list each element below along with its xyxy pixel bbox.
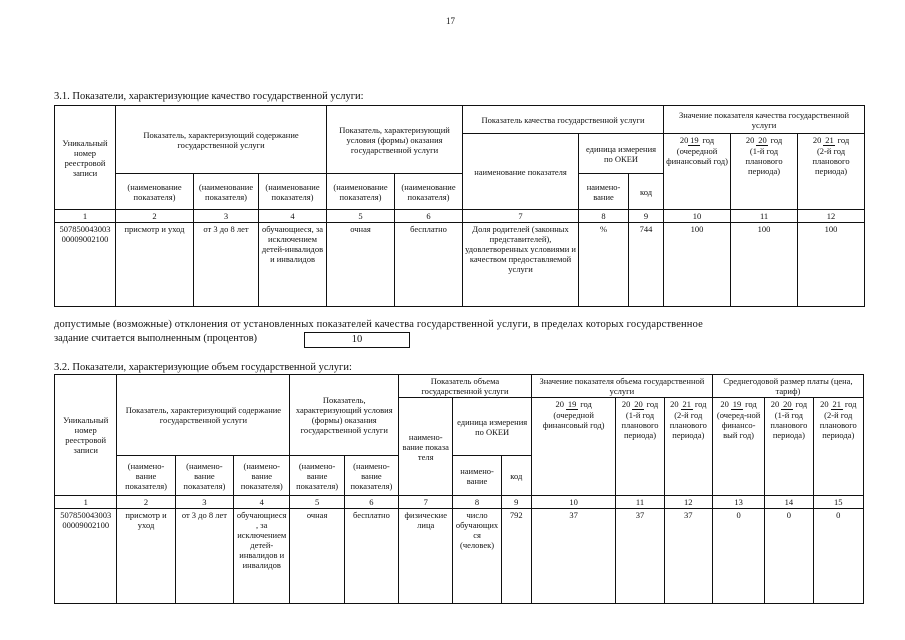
cell-indicator-name: Доля родителей (законных представителей), удовлетворенных условиями и качеством предоставляемой услуги: [463, 223, 579, 307]
quality-indicator-header: Показатель качества государственной услуги: [463, 106, 664, 134]
fee-year-3-header: 20 21 год (2-й год планового периода): [813, 398, 863, 496]
cell-condition-2: бесплатно: [395, 223, 463, 307]
col-number: 10: [531, 496, 616, 509]
unit-code-header: код: [629, 174, 664, 210]
table-row: [55, 223, 865, 307]
conditions-indicator-header: Показатель, характеризующий условия (формы) оказания государственной услуги: [327, 106, 463, 174]
col-number: 2: [116, 210, 194, 223]
cell-content-3: обучающиеся, за исключением детей-инвалидов и инвалидов: [259, 223, 327, 307]
cell-value-year-2: 37: [616, 509, 664, 604]
col-number: 5: [327, 210, 395, 223]
year-3-header: 20 21 год (2-й год планового периода): [798, 134, 865, 210]
cell-value-year-2: 100: [731, 223, 798, 307]
col-number: 4: [259, 210, 327, 223]
content-indicator-header: Показатель, характеризующий содержание государственной услуги: [117, 375, 290, 456]
unit-name-header: наимено-вание: [579, 174, 629, 210]
cell-content-3: обучающиеся, за исключением детей-инвалидов и инвалидов: [234, 509, 290, 604]
fee-year-2-header: 20 20 год (1-й год планового периода): [765, 398, 813, 496]
col-number: 6: [344, 496, 398, 509]
cell-content-1: присмотр и уход: [116, 223, 194, 307]
volume-indicator-header: Показатель объема государственной услуги: [399, 375, 532, 398]
condition-name-col-1: (наименование показателя): [327, 174, 395, 210]
indicator-name-header: наимено-вание показа теля: [399, 398, 453, 496]
conditions-indicator-header: Показатель, характеризующий условия (формы) оказания государственной услуги: [290, 375, 399, 456]
col-number: 3: [194, 210, 259, 223]
col-number: 13: [712, 496, 764, 509]
cell-fee-year-2: 0: [765, 509, 813, 604]
col-number: 5: [290, 496, 344, 509]
col-number: 7: [463, 210, 579, 223]
unit-header: единица измерения по ОКЕИ: [579, 134, 664, 174]
cell-unit-name: %: [579, 223, 629, 307]
col-number: 9: [501, 496, 531, 509]
col-number: 15: [813, 496, 863, 509]
col-number: 10: [664, 210, 731, 223]
quality-value-header: Значение показателя качества государственной услуги: [664, 106, 865, 134]
year-1-header: 20 19 год (очередной финансовый год): [664, 134, 731, 210]
section-1-title: 3.1. Показатели, характеризующие качество государственной услуги:: [54, 91, 364, 102]
cell-indicator-name: физические лица: [399, 509, 453, 604]
table-row: [55, 509, 864, 604]
content-name-col-2: (наимено-вание показателя): [175, 456, 233, 496]
cell-value-year-1: 100: [664, 223, 731, 307]
content-name-col-1: (наименование показателя): [116, 174, 194, 210]
deviation-text-line-2: задание считается выполненным (процентов): [54, 333, 258, 344]
column-number-row: [55, 496, 864, 509]
registry-id: 507850043003 00009002100: [55, 223, 116, 307]
content-name-col-1: (наимено-вание показателя): [117, 456, 175, 496]
year-2-header: 20 20 год (1-й год планового периода): [731, 134, 798, 210]
condition-name-col-1: (наимено-вание показателя): [290, 456, 344, 496]
deviation-value-box: 10: [304, 332, 410, 348]
col-number: 8: [579, 210, 629, 223]
registry-id: 507850043003 00009002100: [55, 509, 117, 604]
page-number: 17: [446, 16, 455, 26]
unique-number-header: Уникальный номер реестровой записи: [55, 106, 116, 210]
fee-header: Среднегодовой размер платы (цена, тариф): [712, 375, 863, 398]
cell-value-year-3: 37: [664, 509, 712, 604]
col-number: 3: [175, 496, 233, 509]
section-2-title: 3.2. Показатели, характеризующие объем государственной услуги:: [54, 362, 352, 373]
col-number: 12: [798, 210, 865, 223]
col-number: 4: [234, 496, 290, 509]
cell-fee-year-1: 0: [712, 509, 764, 604]
deviation-text-line-1: допустимые (возможные) отклонения от установленных показателей качества государственной услуги, в пределах которых государственное: [54, 319, 703, 330]
content-name-col-3: (наимено-вание показателя): [234, 456, 290, 496]
col-number: 11: [731, 210, 798, 223]
col-number: 11: [616, 496, 664, 509]
volume-year-1-header: 20 19 год (очередной финансовый год): [531, 398, 616, 496]
column-number-row: [55, 210, 865, 223]
unit-header: единица измерения по ОКЕИ: [453, 398, 531, 456]
col-number: 7: [399, 496, 453, 509]
cell-condition-2: бесплатно: [344, 509, 398, 604]
cell-condition-1: очная: [327, 223, 395, 307]
cell-fee-year-3: 0: [813, 509, 863, 604]
col-number: 1: [55, 496, 117, 509]
col-number: 1: [55, 210, 116, 223]
condition-name-col-2: (наименование показателя): [395, 174, 463, 210]
cell-unit-name: число обучающихся (человек): [453, 509, 501, 604]
content-name-col-3: (наименование показателя): [259, 174, 327, 210]
content-indicator-header: Показатель, характеризующий содержание государственной услуги: [116, 106, 327, 174]
cell-unit-code: 744: [629, 223, 664, 307]
col-number: 6: [395, 210, 463, 223]
volume-year-2-header: 20 20 год (1-й год планового периода): [616, 398, 664, 496]
fee-year-1-header: 20 19 год (очеред-ной финансо-вый год): [712, 398, 764, 496]
unique-number-header: Уникальный номер реестровой записи: [55, 375, 117, 496]
unit-name-header: наимено-вание: [453, 456, 501, 496]
col-number: 2: [117, 496, 175, 509]
content-name-col-2: (наименование показателя): [194, 174, 259, 210]
cell-content-1: присмотр и уход: [117, 509, 175, 604]
cell-condition-1: очная: [290, 509, 344, 604]
cell-content-2: от 3 до 8 лет: [175, 509, 233, 604]
condition-name-col-2: (наимено-вание показателя): [344, 456, 398, 496]
quality-table: [54, 105, 865, 307]
cell-value-year-3: 100: [798, 223, 865, 307]
volume-value-header: Значение показателя объема государственной услуги: [531, 375, 712, 398]
cell-value-year-1: 37: [531, 509, 616, 604]
cell-content-2: от 3 до 8 лет: [194, 223, 259, 307]
unit-code-header: код: [501, 456, 531, 496]
indicator-name-header: наименование показателя: [463, 134, 579, 210]
volume-year-3-header: 20 21 год (2-й год планового периода): [664, 398, 712, 496]
volume-table: [54, 374, 864, 604]
col-number: 8: [453, 496, 501, 509]
col-number: 12: [664, 496, 712, 509]
col-number: 9: [629, 210, 664, 223]
cell-unit-code: 792: [501, 509, 531, 604]
col-number: 14: [765, 496, 813, 509]
